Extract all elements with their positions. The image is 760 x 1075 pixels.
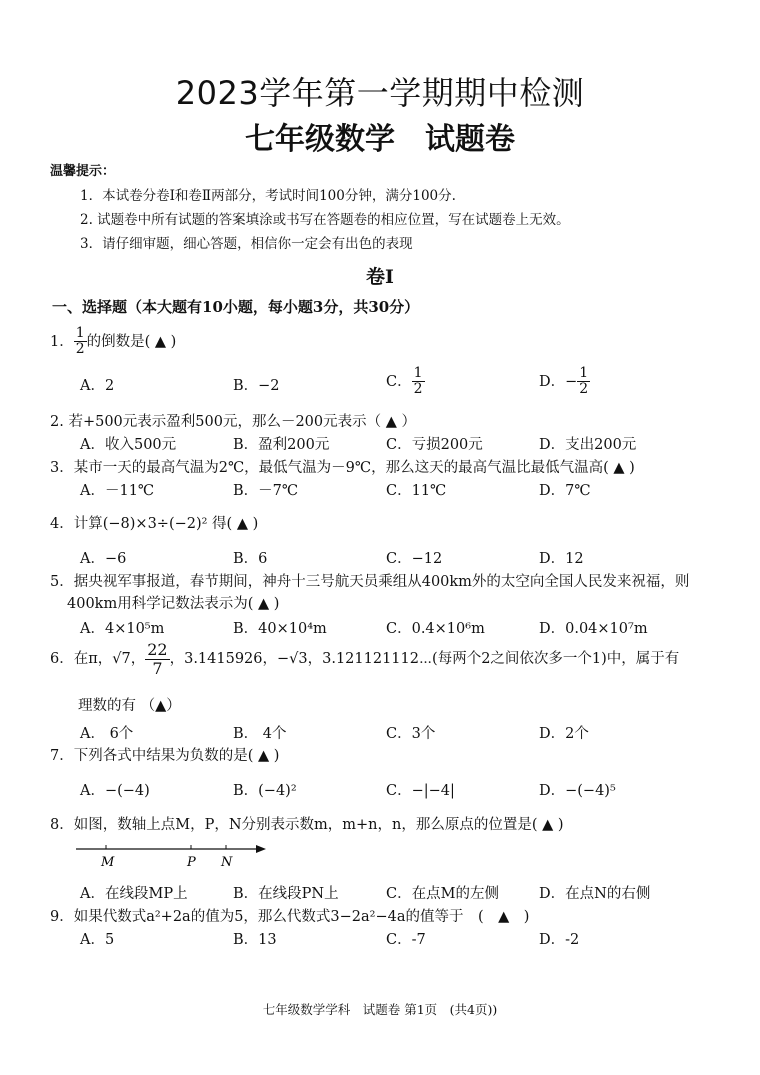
option-d: D．7℃: [539, 483, 591, 499]
option-b: B．盈利200元: [233, 437, 330, 453]
option-label: D．−: [539, 373, 578, 390]
fraction-denominator: 2: [579, 381, 589, 398]
option-b: B．40×10⁴m: [233, 621, 327, 637]
question-8: 8．如图，数轴上点M，P，N分别表示数m，m+n，n，那么原点的位置是( ▲ ): [50, 817, 564, 833]
option-d: D．-2: [539, 932, 580, 948]
option-c: C．在点M的左侧: [386, 886, 499, 902]
option-c: C．3个: [386, 726, 436, 742]
section-heading: 一、选择题（本大题有10小题，每小题3分，共30分）: [52, 298, 420, 316]
option-a: A．收入500元: [80, 437, 177, 453]
question-2: 2. 若+500元表示盈利500元，那么－200元表示（ ▲ ）: [50, 414, 416, 430]
question-text: 6．在π，√7，: [50, 651, 146, 668]
option-c: C．亏损200元: [386, 437, 483, 453]
point-n-label: N: [221, 855, 233, 870]
option-b: B．6: [233, 551, 268, 567]
volume-heading: 卷Ⅰ: [366, 266, 394, 288]
option-c: C．-7: [386, 932, 426, 948]
fraction-denominator: 2: [413, 381, 423, 398]
question-5-line-2: 400km用科学记数法表示为( ▲ ): [67, 596, 280, 612]
option-d: D．在点N的右侧: [539, 886, 651, 902]
option-b: B．13: [233, 932, 277, 948]
fraction: [145, 641, 169, 677]
option-a: A．5: [80, 932, 115, 948]
option-c: [386, 366, 425, 398]
option-label: C．: [386, 373, 412, 390]
question-1: [50, 326, 176, 358]
option-d: D．12: [539, 551, 584, 567]
point-m-label: M: [101, 855, 115, 870]
option-a: A．−6: [80, 551, 127, 567]
fraction-numerator: 22: [147, 640, 168, 659]
option-a: A． 6个: [80, 726, 134, 742]
question-number: 1．: [50, 333, 74, 350]
tip-item: 2. 试题卷中所有试题的答案填涂或书写在答题卷的相应位置，写在试题卷上无效。: [80, 212, 570, 228]
fraction-denominator: 7: [152, 658, 163, 678]
point-p-label: P: [187, 855, 196, 870]
option-b: B．(−4)²: [233, 783, 297, 799]
option-d: D．支出200元: [539, 437, 637, 453]
fraction-denominator: 2: [75, 341, 85, 358]
question-9: 9．如果代数式a²+2a的值为5，那么代数式3−2a²−4a的值等于 ( ▲ ): [50, 909, 530, 925]
fraction-numerator: 1: [413, 365, 423, 381]
fraction: [412, 366, 425, 398]
option-d: D．2个: [539, 726, 589, 742]
fraction: [74, 326, 87, 358]
option-c: C．11℃: [386, 483, 447, 499]
exam-title: 2023学年第一学期期中检测: [175, 74, 585, 112]
question-4: 4．计算(−8)×3÷(−2)² 得( ▲ ): [50, 516, 259, 532]
question-text: ，3.1415926，−√3，3.121121112⋯(每两个2之间依次多一个1)中，属于有: [169, 651, 680, 668]
question-6-line-2: 理数的有 （▲）: [78, 698, 181, 714]
fraction: [577, 366, 590, 398]
option-a: A．在线段MP上: [80, 886, 188, 902]
option-b: B．在线段PN上: [233, 886, 339, 902]
option-a: A．－11℃: [80, 483, 155, 499]
option-b: B． 4个: [233, 726, 287, 742]
exam-subtitle: 七年级数学 试题卷: [245, 122, 515, 157]
option-c: C．−12: [386, 551, 443, 567]
option-d: D．−(−4)⁵: [539, 783, 616, 799]
option-a: A．2: [80, 378, 115, 394]
question-text: 的倒数是( ▲ ): [86, 333, 177, 350]
fraction-numerator: 1: [579, 365, 589, 381]
number-line-figure: [70, 838, 270, 870]
option-a: A．4×10⁵m: [80, 621, 165, 637]
option-c: C．0.4×10⁶m: [386, 621, 485, 637]
option-c: C．−|−4|: [386, 783, 455, 799]
fraction-numerator: 1: [75, 325, 85, 341]
option-b: B．−2: [233, 378, 280, 394]
number-line-arrow: [256, 845, 266, 853]
option-a: A．−(−4): [80, 783, 150, 799]
tips-heading: 温馨提示：: [50, 164, 116, 179]
tip-item: 1．本试卷分卷Ⅰ和卷Ⅱ两部分，考试时间100分钟，满分100分.: [80, 188, 456, 204]
question-6-line-1: [50, 641, 679, 677]
question-3: 3．某市一天的最高气温为2℃，最低气温为－9℃，那么这天的最高气温比最低气温高( ▲ ): [50, 460, 635, 476]
option-d: D．0.04×10⁷m: [539, 621, 648, 637]
option-d: [539, 366, 590, 398]
page-footer: 七年级数学学科 试题卷 第1页 (共4页)): [262, 1002, 498, 1017]
tip-item: 3．请仔细审题，细心答题，相信你一定会有出色的表现: [80, 236, 413, 252]
option-b: B．－7℃: [233, 483, 299, 499]
question-5-line-1: 5．据央视军事报道，春节期间，神舟十三号航天员乘组从400km外的太空向全国人民发来祝福，则: [50, 574, 690, 590]
question-7: 7．下列各式中结果为负数的是( ▲ ): [50, 748, 280, 764]
